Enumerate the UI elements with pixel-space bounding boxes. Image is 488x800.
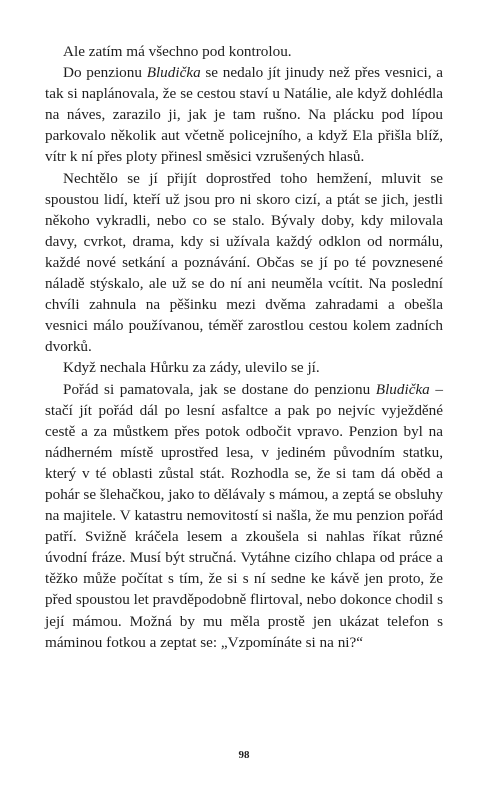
paragraph: Pořád si pamatovala, jak se dostane do penzionu Bludička – stačí jít pořád dál po lesní asfaltce a pak po nejvíc vyježděné cestě a za můstkem přes potok odbočit vpravo. Penzion byl na nádherném místě uprostřed lesa, v jediném původním statku, který v té oblasti zůstal stát. Rozhodla se, že si tam dá oběd a pohár se šlehačkou, jako to dělávaly s mámou, a zeptá se obsluhy na majitele. V katastru nemovitostí si našla, že mu penzion pořád patří. Svižně kráčela lesem a zkoušela si nahlas říkat různé úvodní fráze. Musí být stručná. Vytáhne cizího chlapa od práce a těžko může počítat s tím, že si s ní sedne ke kávě jen proto, že před spoustou let pravděpodobně flirtoval, nebo dokonce chodil s její mámou. Možná by mu měla prostě jen ukázat telefon s máminou fotkou a zeptat se: „Vzpomínáte si na ni?“ <box>45 380 443 651</box>
book-page <box>45 41 443 653</box>
italic-text: Bludička <box>146 64 201 82</box>
paragraph: Nechtělo se jí přijít doprostřed toho hemžení, mluvit se spoustou lidí, kteří už jsou pro ni skoro cizí, a ptát se jich, jestli někoho vykradli, nebo co se stalo. Bývaly doby, kdy milovala davy, cvrkot, drama, kdy si užívala každý odklon od normálu, každé nové setkání a poznávání. Občas se jí po té povznesené náladě stýskalo, ale už se do ní ani neuměla vcítit. Na poslední chvíli zahnula na pěšinku mezi dvěma zahradami a obešla vesnici málo používanou, téměř zarostlou cestou kolem zadních dvorků. <box>45 169 443 356</box>
paragraph: Do penzionu Bludička se nedalo jít jinudy než přes vesnici, a tak si naplánovala, že se cestou staví u Natálie, ale když dohlédla na náves, zarazilo ji, jak je tam rušno. Na plácku pod lípou parkovalo několik aut včetně policejního, a když Ela přišla blíž, vítr k ní přes ploty přinesl směsici vzrušených hlasů. <box>45 64 444 166</box>
paragraph: Když nechala Hůrku za zády, ulevilo se jí. <box>63 359 320 377</box>
italic-text: Bludička <box>375 380 430 398</box>
paragraph: Ale zatím má všechno pod kontrolou. <box>63 43 292 60</box>
page-number: 98 <box>238 749 250 761</box>
